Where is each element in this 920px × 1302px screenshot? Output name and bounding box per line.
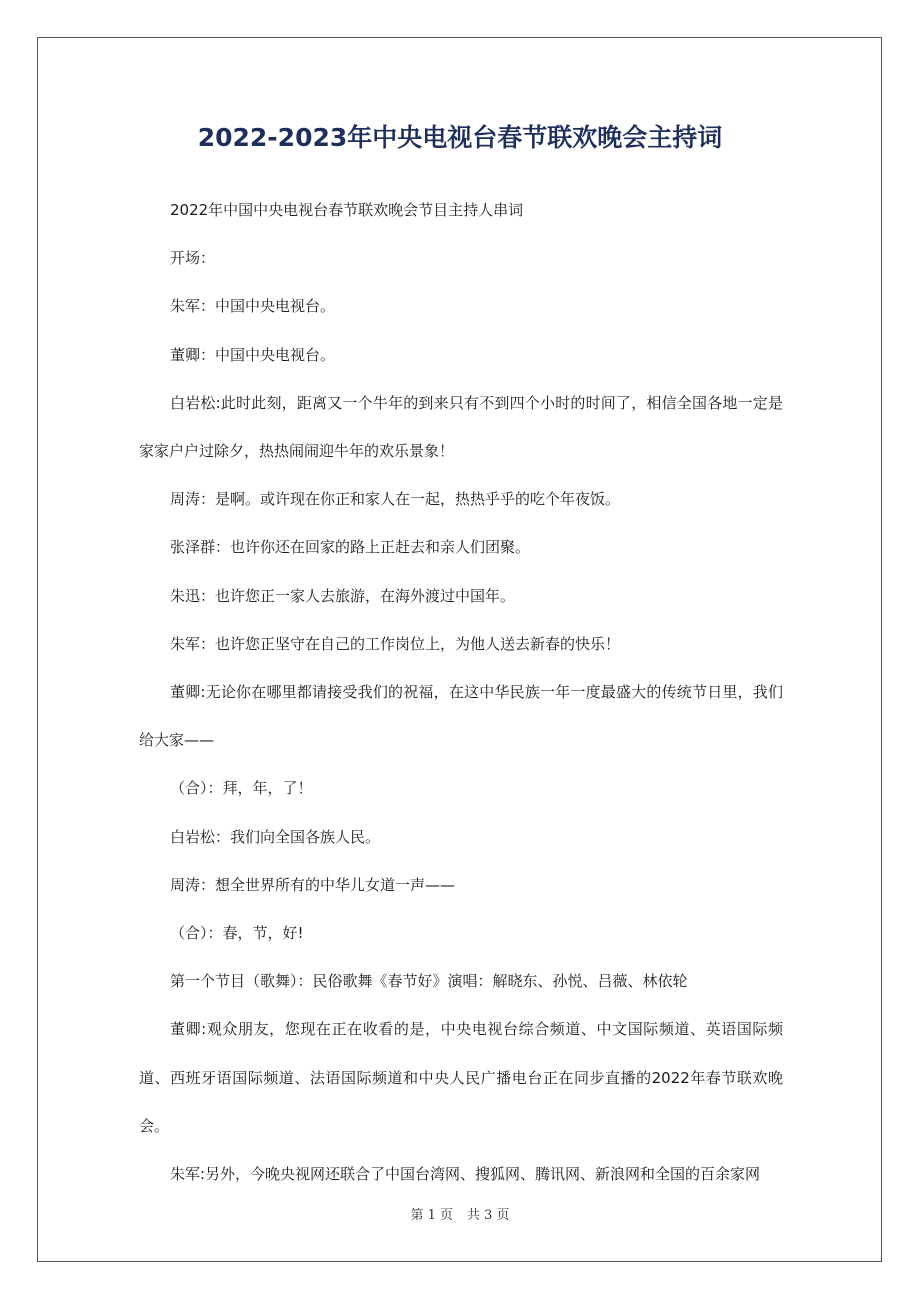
- page-number-current: 第 1 页: [410, 1208, 453, 1223]
- paragraph-line: 朱军:另外，今晚央视网还联合了中国台湾网、搜狐网、腾讯网、新浪网和全国的百余家网: [170, 1165, 761, 1184]
- paragraph-line: 董卿：中国中央电视台。: [170, 345, 336, 364]
- page-footer: [0, 1205, 920, 1227]
- paragraph-line: 周涛：想全世界所有的中华儿女道一声——: [170, 875, 456, 894]
- paragraph-line: 朱军：中国中央电视台。: [170, 297, 336, 316]
- paragraph-line: 张泽群：也许你还在回家的路上正赶去和亲人们团聚。: [170, 538, 531, 557]
- paragraph-line: 第一个节目（歌舞）：民俗歌舞《春节好》演唱：解晓东、孙悦、吕薇、林依轮: [170, 972, 688, 991]
- paragraph-line: 董卿:无论你在哪里都请接受我们的祝福，在这中华民族一年一度最盛大的传统节日里，我们给大家——: [139, 683, 783, 750]
- paragraph-line: 朱军：也许您正坚守在自己的工作岗位上，为他人送去新春的快乐！: [170, 634, 621, 653]
- paragraph-line: 白岩松:此时此刻，距离又一个牛年的到来只有不到四个小时的时间了，相信全国各地一定是家家户户过除夕，热热闹闹迎牛年的欢乐景象！: [139, 393, 783, 461]
- paragraph-subtitle: 2022年中国中央电视台春节联欢晚会节目主持人串词: [170, 201, 524, 219]
- document-title: 2022-2023年中央电视台春节联欢晚会主持词: [197, 123, 723, 152]
- paragraph-line: （合）：春，节，好!: [170, 924, 304, 943]
- paragraph-opening-label: 开场：: [170, 249, 216, 268]
- paragraph-line: 周涛：是啊。或许现在你正和家人在一起，热热乎乎的吃个年夜饭。: [170, 490, 621, 509]
- paragraph-line: 董卿:观众朋友，您现在正在收看的是，中央电视台综合频道、中文国际频道、英语国际频道、西班牙语国际频道、法语国际频道和中央人民广播电台正在同步直播的2022年春节联欢晚会。: [139, 1020, 783, 1135]
- page-number-total: 共 3 页: [467, 1208, 510, 1223]
- document-body: [139, 186, 783, 1198]
- paragraph-line: 朱迅：也许您正一家人去旅游，在海外渡过中国年。: [170, 586, 516, 605]
- paragraph-line: 白岩松：我们向全国各族人民。: [170, 827, 381, 846]
- paragraph-line: （合）：拜，年，了！: [170, 779, 313, 798]
